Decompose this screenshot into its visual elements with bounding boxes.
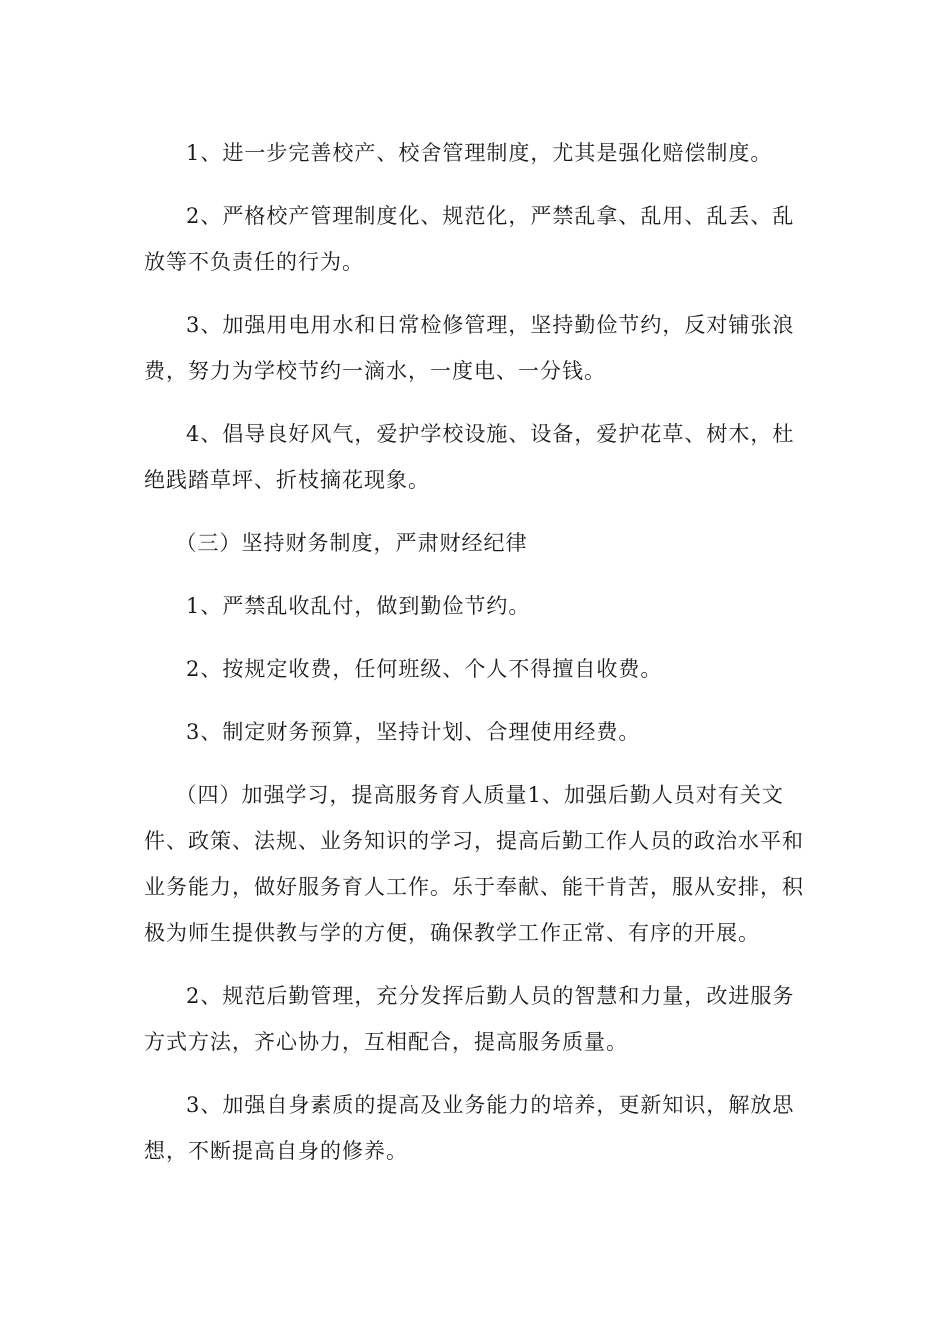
- paragraph-3: 3、加强用电用水和日常检修管理，坚持勤俭节约，反对铺张浪费，努力为学校节约一滴水，一度电、一分钱。: [144, 313, 795, 383]
- paragraph-5: 1、严禁乱收乱付，做到勤俭节约。: [186, 594, 531, 618]
- paragraph-2: 2、严格校产管理制度化、规范化，严禁乱拿、乱用、乱丢、乱放等不负责任的行为。: [144, 204, 795, 274]
- paragraph-1: 1、进一步完善校产、校舍管理制度，尤其是强化赔偿制度。: [186, 141, 773, 165]
- paragraph-7: 3、制定财务预算，坚持计划、合理使用经费。: [186, 720, 641, 744]
- section-heading-4-paragraph: （四）加强学习，提高服务育人质量1、加强后勤人员对有关文件、政策、法规、业务知识的学习，提高后勤工作人员的政治水平和业务能力，做好服务育人工作。乐于奉献、能干肯苦，服从安排，积极为师生提供教与学的方便，确保教学工作正常、有序的开展。: [144, 783, 804, 945]
- section-heading-3: （三）坚持财务制度，严肃财经纪律: [175, 531, 528, 555]
- paragraph-4: 4、倡导良好风气，爱护学校设施、设备，爱护花草、树木，杜绝践踏草坪、折枝摘花现象。: [144, 422, 795, 492]
- paragraph-6: 2、按规定收费，任何班级、个人不得擅自收费。: [186, 657, 663, 681]
- paragraph-9: 3、加强自身素质的提高及业务能力的培养，更新知识，解放思想，不断提高自身的修养。: [144, 1093, 795, 1163]
- paragraph-8: 2、规范后勤管理，充分发挥后勤人员的智慧和力量，改进服务方式方法，齐心协力，互相配合，提高服务质量。: [144, 984, 795, 1054]
- document-body: [144, 130, 806, 1191]
